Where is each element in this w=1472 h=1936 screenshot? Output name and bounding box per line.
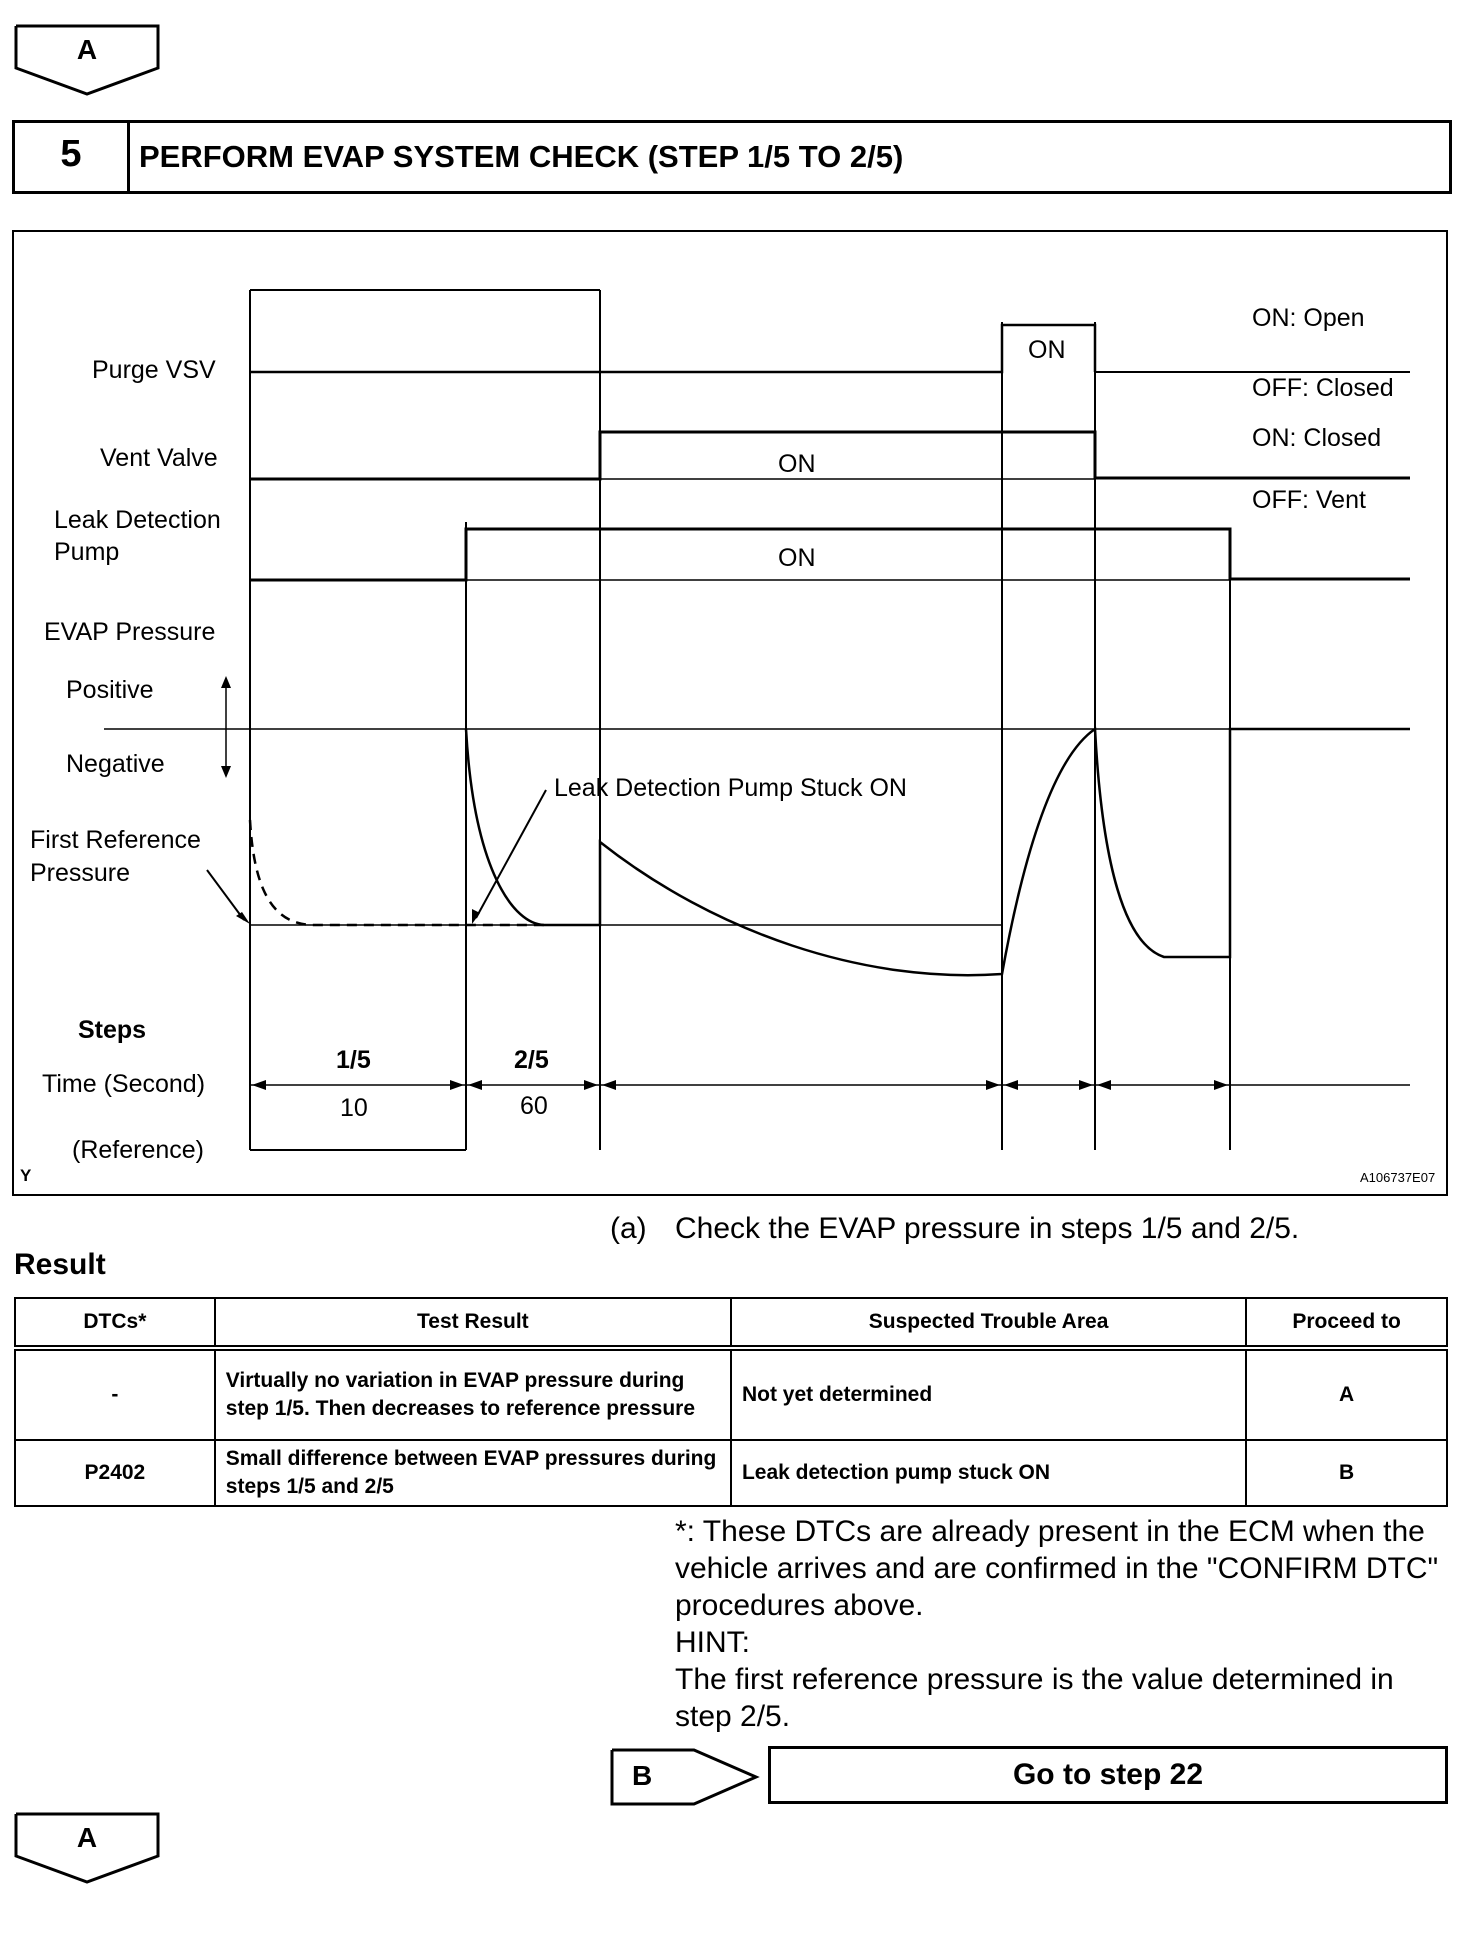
goto-marker-b-label: B <box>632 1760 653 1791</box>
check-text: Check the EVAP pressure in steps 1/5 and 2/5. <box>675 1212 1300 1245</box>
step-divider <box>127 123 130 191</box>
result-heading: Result <box>14 1248 106 1281</box>
timing-diagram <box>12 230 1448 1196</box>
goto-step-22-button[interactable] <box>768 1746 1448 1804</box>
label-on-closed: ON: Closed <box>1252 424 1382 452</box>
figure-code: A106737E07 <box>1360 1170 1436 1185</box>
check-marker: (a) <box>610 1212 647 1245</box>
col-header-trouble-area: Suspected Trouble Area <box>731 1298 1246 1348</box>
label-positive: Positive <box>66 676 154 704</box>
positive-arrowhead <box>221 676 231 688</box>
ref-pointer-line <box>207 870 244 920</box>
step-title: PERFORM EVAP SYSTEM CHECK (STEP 1/5 TO 2/5) <box>139 139 904 174</box>
vent-on-label: ON <box>778 450 816 478</box>
timing-diagram-svg <box>14 232 1450 1198</box>
vent-valve-trace <box>250 432 1410 479</box>
step-number: 5 <box>60 133 82 175</box>
purge-vsv-trace <box>250 325 1095 372</box>
cell-dtc: - <box>15 1348 215 1440</box>
cell-area: Leak detection pump stuck ON <box>731 1440 1246 1506</box>
reference-label: (Reference) <box>72 1136 204 1164</box>
label-off-closed: OFF: Closed <box>1252 374 1394 402</box>
cell-area: Not yet determined <box>731 1348 1246 1440</box>
result-table <box>14 1297 1448 1507</box>
pump-trace <box>250 529 1410 580</box>
col-header-dtcs: DTCs* <box>15 1298 215 1348</box>
pump-on-label: ON <box>778 544 816 572</box>
label-leak-pump-1: Leak Detection <box>54 506 221 534</box>
bottom-a-marker <box>14 1812 160 1886</box>
stuck-on-annotation: Leak Detection Pump Stuck ON <box>554 774 907 802</box>
label-off-vent: OFF: Vent <box>1252 486 1366 514</box>
label-purge-vsv: Purge VSV <box>92 356 216 384</box>
hint-label: HINT: <box>675 1626 750 1659</box>
col-header-test-result: Test Result <box>215 1298 731 1348</box>
table-row <box>15 1440 1447 1506</box>
col-header-proceed-to: Proceed to <box>1246 1298 1447 1348</box>
step2-label: 2/5 <box>514 1046 549 1074</box>
bottom-a-label: A <box>76 1822 98 1853</box>
top-a-marker <box>14 24 160 98</box>
evap-curve <box>466 729 1410 975</box>
table-header-row <box>15 1298 1447 1348</box>
label-evap-pressure: EVAP Pressure <box>44 618 216 646</box>
corner-mark: Y <box>20 1166 32 1185</box>
time2-value: 60 <box>520 1092 548 1120</box>
label-on-open: ON: Open <box>1252 304 1365 332</box>
goto-marker-b <box>610 1748 760 1806</box>
table-row <box>15 1348 1447 1440</box>
cell-dtc: P2402 <box>15 1440 215 1506</box>
negative-arrowhead <box>221 766 231 778</box>
cell-proceed: B <box>1246 1440 1447 1506</box>
goto-step-text: Go to step 22 <box>1012 1758 1204 1791</box>
label-leak-pump-2: Pump <box>54 538 120 566</box>
label-first-ref-1: First Reference <box>30 826 201 854</box>
purge-on-label: ON <box>1028 336 1066 364</box>
label-first-ref-2: Pressure <box>30 859 131 887</box>
footnote: *: These DTCs are already present in the ECM when the vehicle arrives and are confirmed in the "CONFIRM DTC" procedures above. <box>675 1515 1439 1622</box>
step1-label: 1/5 <box>336 1046 371 1074</box>
cell-test-result: Small difference between EVAP pressures during steps 1/5 and 2/5 <box>215 1440 731 1506</box>
time1-value: 10 <box>340 1094 368 1122</box>
cell-proceed: A <box>1246 1348 1447 1440</box>
label-negative: Negative <box>66 750 165 778</box>
hint-text: The first reference pressure is the value determined in step 2/5. <box>675 1663 1394 1733</box>
label-vent-valve: Vent Valve <box>100 444 218 472</box>
cell-test-result: Virtually no variation in EVAP pressure during step 1/5. Then decreases to reference pressure <box>215 1348 731 1440</box>
time-label: Time (Second) <box>42 1070 206 1098</box>
top-a-label: A <box>76 34 98 65</box>
steps-label: Steps <box>78 1016 147 1044</box>
step-header <box>12 120 1452 194</box>
ref-arrowhead <box>236 912 250 924</box>
